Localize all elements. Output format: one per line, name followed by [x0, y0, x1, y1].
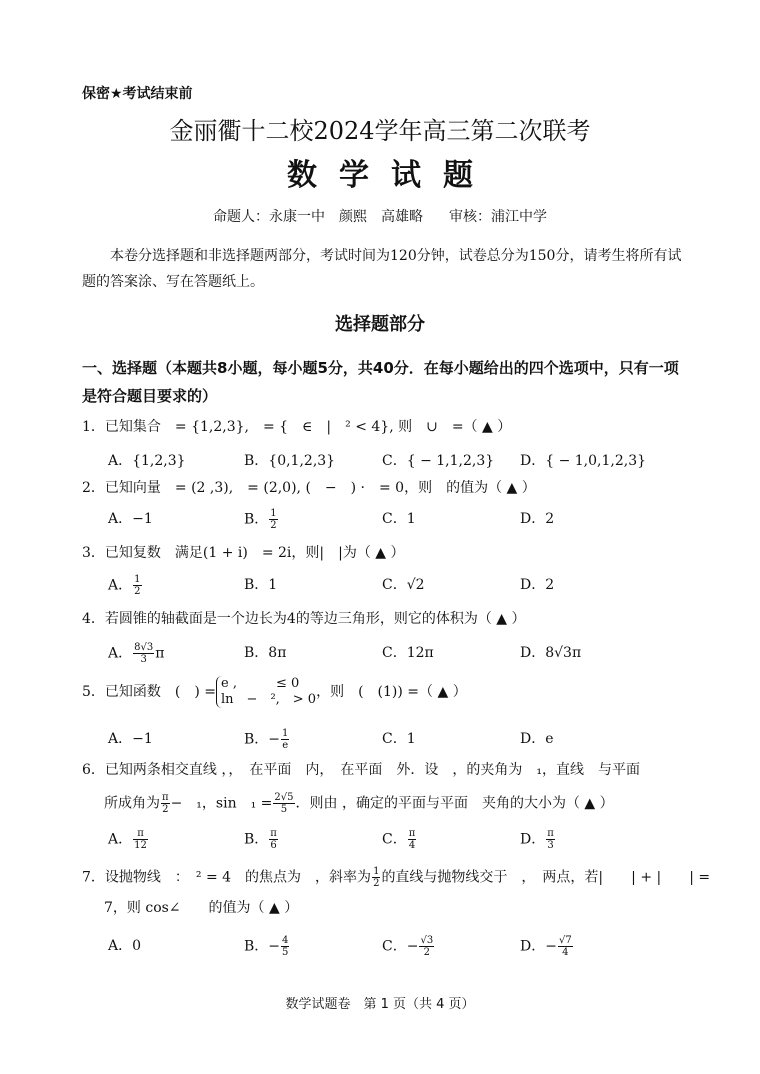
q2-option-c: C．1 [382, 511, 416, 527]
q4-option-c: C．12π [382, 645, 434, 661]
question-1-stem: 1．已知集合 = {1,2,3}, = { ∈ | ² < 4}, 则 ∪ =（ ▲ ） [82, 419, 512, 435]
exam-title: 金丽衢十二校2024学年高三第二次联考 [169, 117, 591, 145]
q6-option-a: A． $\frac{\pi}{12}$ [108, 828, 147, 851]
question-6-stem-line2: 所成角为 $\frac{\pi}{2}$ − ₁，sin ₁ = $\frac{2√5}{5}$ ．则由 ，确定的平面与平面 夹角的大小为（ ▲ ） [104, 792, 614, 815]
authors-setters: 命题人：永康一中 颜熙 高雄略 [213, 209, 423, 225]
q4-option-a: A． $\frac{8√3}{3}$ π [108, 642, 165, 665]
q1-option-d: D．{ − 1,0,1,2,3} [520, 453, 647, 469]
piecewise-function: e , ≤ 0 ln − ², > 0 [216, 676, 316, 708]
q3-option-b: B．1 [244, 577, 278, 593]
q5-option-c: C．1 [382, 731, 416, 747]
q3-option-a-fraction: $\frac{1}{2}$ [134, 574, 141, 597]
q4-option-d: D．8√3π [520, 645, 582, 661]
authors-reviewer: 审核：浦江中学 [449, 209, 547, 225]
q3-option-d: D．2 [520, 577, 555, 593]
part-one-heading: 一、选择题（本题共8小题，每小题5分，共40分．在每小题给出的四个选项中，只有一项是符合题目要求的） [82, 359, 679, 405]
q5-option-b-fraction: $\frac{1}{e}$ [282, 728, 289, 751]
q6-option-d: D． $\frac{\pi}{3}$ [520, 828, 554, 851]
question-2-stem: 2．已知向量 = (2 ,3), = (2,0), ( − ) · = 0，则 的值为（ ▲ ） [82, 480, 536, 496]
q2-option-a: A．−1 [108, 511, 153, 527]
exam-instructions: 本卷分选择题和非选择题两部分，考试时间为120分钟，试卷总分为150分，请考生将所有试题的答案涂、写在答题纸上。 [82, 248, 682, 290]
q1-option-c: C．{ − 1,1,2,3} [382, 453, 495, 469]
q4-option-a-fraction: $\frac{8√3}{3}$ [134, 642, 154, 665]
question-7-stem: 7．设抛物线 ： ² = 4 的焦点为 ，斜率为 $\frac{1}{2}$ 的直线与抛物线交于 ， 两点，若| | + | | = [82, 866, 711, 889]
question-6-stem: 6．已知两条相交直线 ，， 在平面 内， 在平面 外．设 ，的夹角为 ₁，直线 与平面 [82, 762, 640, 778]
q5-option-a: A．−1 [108, 731, 153, 747]
q7-option-c: C．− $\frac{√3}{2}$ [382, 935, 434, 958]
page-footer: 数学试题卷 第 1 页（共 4 页） [285, 997, 475, 1012]
question-4-stem: 4．若圆锥的轴截面是一个边长为4的等边三角形，则它的体积为（ ▲ ） [82, 611, 526, 627]
question-3-stem: 3．已知复数 满足(1 + i) = 2i，则| |为（ ▲ ） [82, 545, 405, 561]
section-title: 选择题部分 [335, 314, 425, 335]
q7-option-b: B．− $\frac{4}{5}$ [244, 935, 289, 958]
q6-option-c: C． $\frac{\pi}{4}$ [382, 828, 416, 851]
question-7-stem-line2: 7，则 cos∠ 的值为（ ▲ ） [104, 900, 299, 916]
confidential-label: 保密★考试结束前 [82, 86, 193, 102]
q3-option-a: A． $\frac{1}{2}$ [108, 574, 141, 597]
q7-option-a: A．0 [108, 938, 142, 954]
subject-title: 数学试题 [287, 158, 495, 193]
q3-option-c: C．√2 [382, 577, 425, 593]
q2-option-d: D．2 [520, 511, 555, 527]
q2-option-b [244, 508, 279, 531]
q1-option-a: A．{1,2,3} [108, 453, 186, 469]
q4-option-b: B．8π [244, 645, 287, 661]
question-5-stem: 5．已知函数 ( ) = e , ≤ 0 ln − ², > 0 ，则 ( (1)) =（ ▲ ） [82, 676, 467, 707]
q5-option-d: D．e [520, 731, 554, 747]
q2-option-b-fraction: $\frac{1}{2}$ [270, 508, 277, 531]
q6-option-b: B． $\frac{\pi}{6}$ [244, 828, 277, 851]
q2-option-b-label: B． [244, 511, 269, 528]
authors-line [0, 206, 760, 226]
q5-option-b: B．− $\frac{1}{e}$ [244, 728, 289, 751]
q1-option-b: B．{0,1,2,3} [244, 453, 336, 469]
q7-option-d: D．− $\frac{√7}{4}$ [520, 935, 572, 958]
